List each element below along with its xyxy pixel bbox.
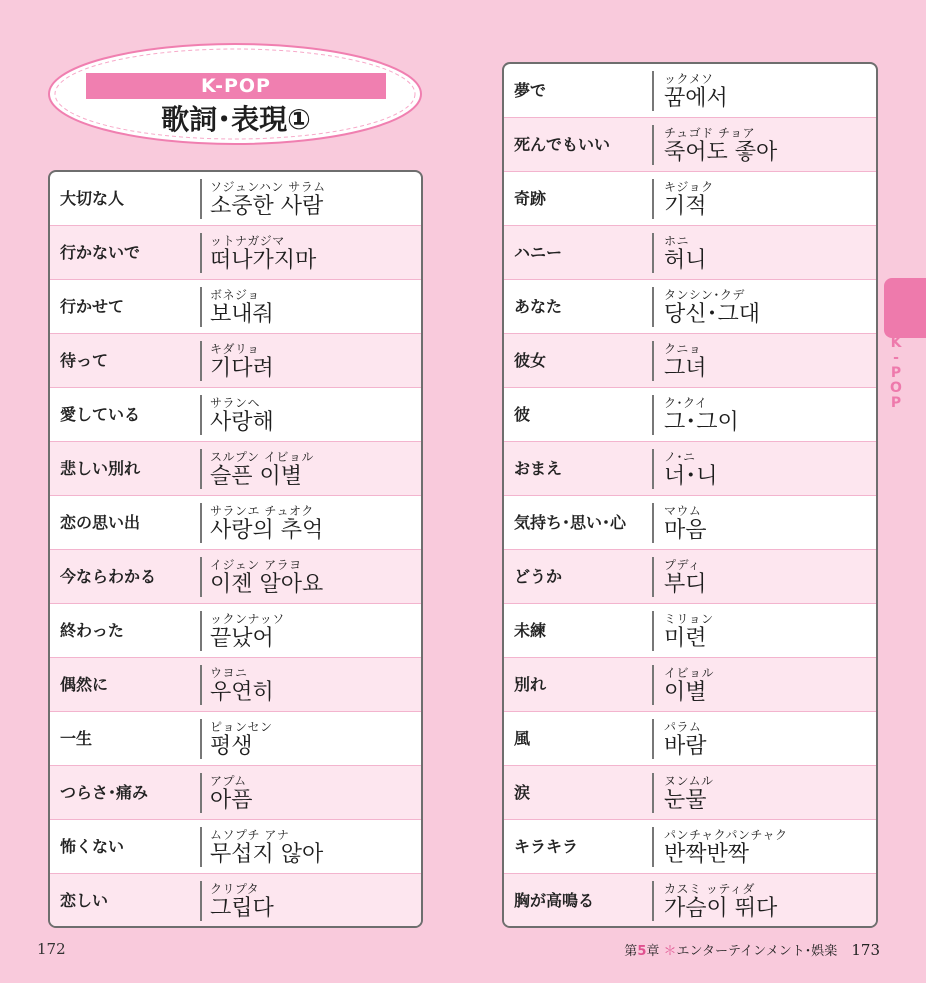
table-row bbox=[504, 604, 876, 658]
katakana-reading: ミリョン bbox=[664, 612, 714, 626]
korean-term: 그녀 bbox=[664, 356, 707, 381]
column-divider bbox=[652, 503, 654, 543]
japanese-term: 終わった bbox=[60, 621, 124, 640]
katakana-reading: サランエ チュオク bbox=[210, 504, 314, 518]
chapter-number: 5 bbox=[637, 944, 647, 959]
column-divider bbox=[200, 665, 202, 705]
korean-term: 우연히 bbox=[210, 680, 274, 705]
katakana-reading: イビョル bbox=[664, 666, 715, 680]
japanese-term: 恋しい bbox=[60, 891, 109, 910]
japanese-term: 風 bbox=[514, 729, 531, 748]
japanese-term: 行かないで bbox=[60, 243, 141, 262]
table-row bbox=[504, 496, 876, 550]
japanese-term: 恋の思い出 bbox=[60, 513, 141, 532]
column-divider bbox=[200, 557, 202, 597]
korean-term: 떠나가지마 bbox=[210, 248, 317, 273]
page-title: 歌詞･表現① bbox=[161, 103, 311, 136]
chapter-prefix: 第 bbox=[624, 944, 638, 959]
column-divider bbox=[652, 827, 654, 867]
korean-term: 가슴이 뛰다 bbox=[664, 896, 778, 921]
korean-term: 마음 bbox=[664, 518, 707, 543]
katakana-reading: パラム bbox=[664, 720, 702, 734]
japanese-term: 一生 bbox=[60, 729, 93, 748]
table-row bbox=[50, 226, 421, 280]
katakana-reading: マウム bbox=[664, 504, 702, 518]
column-divider bbox=[652, 71, 654, 111]
japanese-term: 悲しい別れ bbox=[60, 459, 141, 478]
katakana-reading: ウヨニ bbox=[210, 666, 248, 680]
japanese-term: どうか bbox=[514, 567, 563, 586]
table-row bbox=[504, 64, 876, 118]
column-divider bbox=[652, 395, 654, 435]
column-divider bbox=[200, 611, 202, 651]
column-divider bbox=[200, 287, 202, 327]
korean-term: 사랑해 bbox=[210, 410, 274, 435]
banner-tag: K-POP bbox=[86, 73, 386, 99]
table-row bbox=[504, 388, 876, 442]
table-row bbox=[50, 496, 421, 550]
korean-term: 끝났어 bbox=[210, 626, 274, 651]
table-row bbox=[50, 658, 421, 712]
katakana-reading: ムソプチ アナ bbox=[210, 828, 290, 842]
korean-term: 기다려 bbox=[210, 356, 274, 381]
korean-term: 꿈에서 bbox=[664, 86, 728, 111]
katakana-reading: クリプタ bbox=[210, 882, 260, 896]
column-divider bbox=[652, 665, 654, 705]
side-tab-char: P bbox=[890, 395, 902, 411]
table-row bbox=[50, 280, 421, 334]
katakana-reading: サランヘ bbox=[210, 396, 261, 410]
korean-term: 반짝반짝 bbox=[664, 842, 750, 867]
japanese-term: キラキラ bbox=[514, 837, 579, 856]
table-row bbox=[504, 766, 876, 820]
column-divider bbox=[200, 719, 202, 759]
korean-term: 바람 bbox=[664, 734, 707, 759]
korean-term: 기적 bbox=[664, 194, 707, 219]
japanese-term: 彼 bbox=[514, 405, 531, 424]
column-divider bbox=[200, 827, 202, 867]
footer-chapter bbox=[624, 940, 880, 959]
column-divider bbox=[200, 773, 202, 813]
katakana-reading: イジェン アラヨ bbox=[210, 558, 302, 572]
japanese-term: 別れ bbox=[514, 675, 547, 694]
japanese-term: 行かせて bbox=[60, 297, 125, 316]
korean-term: 미련 bbox=[664, 626, 707, 651]
katakana-reading: カスミ ッティダ bbox=[664, 882, 755, 896]
column-divider bbox=[200, 881, 202, 921]
page-number-left: 172 bbox=[37, 940, 66, 958]
table-row bbox=[50, 442, 421, 496]
column-divider bbox=[652, 287, 654, 327]
korean-term: 그･그이 bbox=[664, 410, 739, 435]
korean-term: 허니 bbox=[664, 248, 707, 273]
katakana-reading: ヌンムル bbox=[664, 774, 714, 788]
japanese-term: 未練 bbox=[514, 621, 547, 640]
japanese-term: 涙 bbox=[514, 783, 531, 802]
japanese-term: ハニー bbox=[514, 243, 563, 262]
side-tab-char: P bbox=[890, 365, 902, 381]
column-divider bbox=[652, 773, 654, 813]
column-divider bbox=[652, 179, 654, 219]
column-divider bbox=[200, 503, 202, 543]
table-row bbox=[504, 658, 876, 712]
japanese-term: 気持ち･思い･心 bbox=[514, 513, 627, 532]
katakana-reading: パンチャクパンチャク bbox=[664, 828, 788, 842]
table-row bbox=[50, 172, 421, 226]
page-number-right: 173 bbox=[851, 941, 880, 959]
japanese-term: 大切な人 bbox=[60, 189, 125, 208]
katakana-reading: ボネジョ bbox=[210, 288, 260, 302]
korean-term: 평생 bbox=[210, 734, 253, 759]
chapter-side-tab bbox=[884, 278, 926, 338]
katakana-reading: ックメソ bbox=[664, 72, 714, 86]
japanese-term: 胸が高鳴る bbox=[514, 891, 595, 910]
korean-term: 이젠 알아요 bbox=[210, 572, 324, 597]
korean-term: 죽어도 좋아 bbox=[664, 140, 778, 165]
katakana-reading: ホニ bbox=[664, 234, 690, 248]
japanese-term: 今ならわかる bbox=[60, 567, 157, 586]
korean-term: 당신･그대 bbox=[664, 302, 761, 327]
korean-term: 사랑의 추억 bbox=[210, 518, 324, 543]
korean-term: 너･니 bbox=[664, 464, 718, 489]
korean-term: 아픔 bbox=[210, 788, 253, 813]
korean-term: 소중한 사람 bbox=[210, 194, 324, 219]
table-row bbox=[504, 712, 876, 766]
column-divider bbox=[652, 125, 654, 165]
japanese-term: おまえ bbox=[514, 459, 563, 478]
korean-term: 눈물 bbox=[664, 788, 707, 813]
table-row bbox=[50, 334, 421, 388]
table-row bbox=[50, 766, 421, 820]
table-row bbox=[504, 118, 876, 172]
katakana-reading: ク･クイ bbox=[664, 396, 708, 410]
katakana-reading: クニョ bbox=[664, 342, 702, 356]
katakana-reading: ックンナッソ bbox=[210, 612, 285, 626]
side-tab-char: - bbox=[893, 350, 899, 366]
japanese-term: 待って bbox=[60, 351, 109, 370]
table-row bbox=[50, 388, 421, 442]
katakana-reading: チュゴド チョア bbox=[664, 126, 756, 140]
katakana-reading: タンシン･クデ bbox=[664, 288, 745, 302]
column-divider bbox=[652, 611, 654, 651]
side-tab-char: K bbox=[890, 335, 902, 351]
japanese-term: 偶然に bbox=[60, 675, 109, 694]
column-divider bbox=[200, 341, 202, 381]
japanese-term: あなた bbox=[514, 297, 563, 316]
korean-term: 그립다 bbox=[210, 896, 274, 921]
katakana-reading: ピョンセン bbox=[210, 720, 273, 734]
japanese-term: 夢で bbox=[514, 81, 547, 100]
table-row bbox=[50, 874, 421, 928]
chapter-section: エンターテインメント･娯楽 bbox=[676, 944, 838, 959]
table-row bbox=[50, 712, 421, 766]
katakana-reading: アプム bbox=[210, 774, 247, 788]
japanese-term: 奇跡 bbox=[514, 189, 547, 208]
table-row bbox=[504, 172, 876, 226]
katakana-reading: プディ bbox=[664, 558, 701, 572]
chapter-suffix: 章 bbox=[646, 944, 660, 959]
vocab-table-right bbox=[502, 62, 878, 928]
japanese-term: つらさ･痛み bbox=[60, 783, 149, 802]
table-row bbox=[504, 442, 876, 496]
column-divider bbox=[200, 179, 202, 219]
table-row bbox=[50, 820, 421, 874]
japanese-term: 死んでもいい bbox=[514, 135, 611, 154]
column-divider bbox=[652, 449, 654, 489]
column-divider bbox=[652, 881, 654, 921]
japanese-term: 愛している bbox=[60, 405, 141, 424]
katakana-reading: キジョク bbox=[664, 180, 714, 194]
korean-term: 슬픈 이별 bbox=[210, 464, 303, 489]
star-icon: ＊ bbox=[663, 944, 677, 959]
vocab-table-left bbox=[48, 170, 423, 928]
korean-term: 보내줘 bbox=[210, 302, 274, 327]
side-tab-char: O bbox=[890, 380, 902, 396]
table-row bbox=[50, 550, 421, 604]
column-divider bbox=[652, 233, 654, 273]
table-row bbox=[504, 280, 876, 334]
column-divider bbox=[652, 341, 654, 381]
japanese-term: 怖くない bbox=[60, 837, 125, 856]
column-divider bbox=[652, 557, 654, 597]
japanese-term: 彼女 bbox=[514, 351, 547, 370]
side-tab-label bbox=[889, 336, 903, 411]
korean-term: 부디 bbox=[664, 572, 707, 597]
katakana-reading: ノ･ニ bbox=[664, 450, 696, 464]
table-row bbox=[504, 226, 876, 280]
katakana-reading: ソジュンハン サラム bbox=[210, 180, 326, 194]
korean-term: 무섭지 않아 bbox=[210, 842, 324, 867]
column-divider bbox=[200, 395, 202, 435]
table-row bbox=[50, 604, 421, 658]
katakana-reading: ットナガジマ bbox=[210, 234, 285, 248]
table-row bbox=[504, 550, 876, 604]
column-divider bbox=[200, 449, 202, 489]
korean-term: 이별 bbox=[664, 680, 707, 705]
table-row bbox=[504, 334, 876, 388]
table-row bbox=[504, 820, 876, 874]
katakana-reading: キダリョ bbox=[210, 342, 260, 356]
column-divider bbox=[652, 719, 654, 759]
table-row bbox=[504, 874, 876, 928]
column-divider bbox=[200, 233, 202, 273]
katakana-reading: スルプン イビョル bbox=[210, 450, 314, 464]
